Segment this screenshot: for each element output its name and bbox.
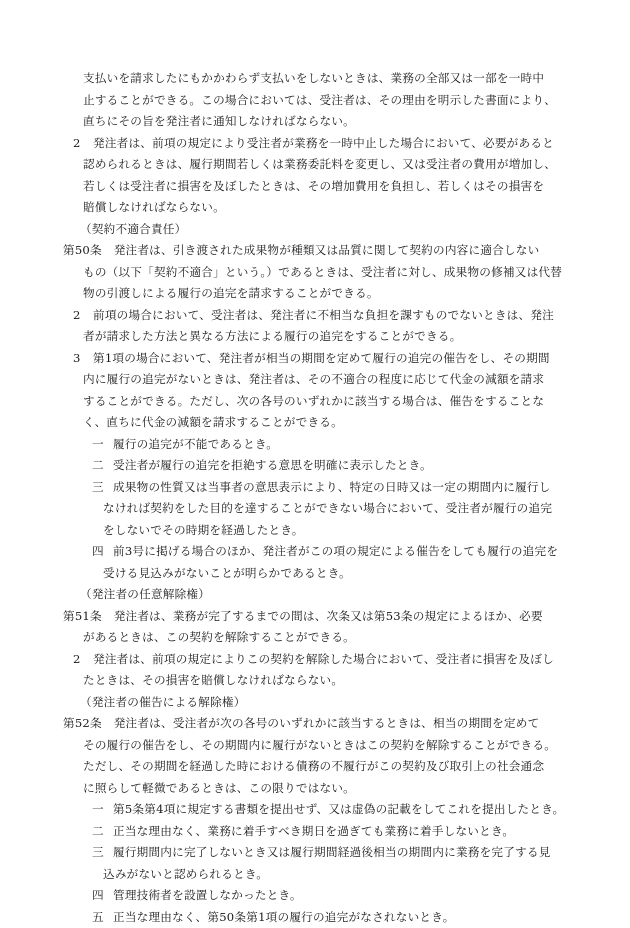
- item-line: [63, 541, 566, 563]
- line-text: もの（以下「契約不適合」という。）であるときは、受注者に対し、成果物の修補又は代替: [83, 265, 562, 279]
- item-line: [63, 907, 566, 928]
- item-continuation-line: [63, 864, 566, 886]
- line-text: することができる。ただし、次の各号のいずれかに該当する場合は、催告をすることな: [83, 394, 544, 408]
- line-text: 賠償しなければならない。: [83, 200, 225, 214]
- line-text: があるときは、この契約を解除することができる。: [83, 630, 355, 644]
- paragraph-line: [63, 348, 566, 370]
- body-continuation-line: [63, 391, 566, 413]
- line-text: たときは、その損害を賠償しなければならない。: [83, 673, 343, 687]
- line-text: 支払いを請求したにもかかわらず支払いをしないときは、業務の全部又は一部を一時中: [83, 71, 544, 85]
- line-text: ただし、その期間を経過した時における債務の不履行がこの契約及び取引上の社会通念: [83, 759, 544, 773]
- item-number-marker: 五: [92, 907, 113, 928]
- body-continuation-line: [63, 326, 566, 348]
- line-text: 管理技術者を設置しなかったとき。: [113, 888, 302, 902]
- line-text: 第50条 発注者は、引き渡された成果物が種類又は品質に関して契約の内容に適合しない: [63, 243, 539, 257]
- body-continuation-line: [63, 154, 566, 176]
- line-text: 受注者が履行の追完を拒絶する意思を明確に表示したとき。: [113, 458, 432, 472]
- article-line: [63, 240, 566, 262]
- item-number-marker: 二: [92, 821, 113, 843]
- item-line: [63, 821, 566, 843]
- body-continuation-line: [63, 369, 566, 391]
- body-continuation-line: [63, 735, 566, 757]
- line-text: （契約不適合責任）: [80, 222, 186, 236]
- line-text: 若しくは受注者に損害を及ぼしたときは、その増加費用を負担し、若しくはその損害を: [83, 179, 544, 193]
- paragraph-number-marker: 2: [73, 649, 93, 671]
- line-text: 発注者は、前項の規定により受注者が業務を一時中止した場合において、必要があると: [93, 136, 554, 150]
- line-text: 認められるときは、履行期間若しくは業務委託料を変更し、又は受注者の費用が増加し、: [83, 157, 556, 171]
- item-continuation-line: [63, 520, 566, 542]
- body-continuation-line: [63, 412, 566, 434]
- paragraph-line: [63, 305, 566, 327]
- line-text: をしないでその時期を経過したとき。: [103, 523, 304, 537]
- paragraph-number-marker: 3: [73, 348, 93, 370]
- line-text: 者が請求した方法と異なる方法による履行の追完をすることができる。: [83, 329, 461, 343]
- paragraph-number-marker: 2: [73, 305, 93, 327]
- line-text: （発注者の催告による解除権）: [80, 695, 246, 709]
- line-text: 正当な理由なく、業務に着手すべき期日を過ぎても業務に着手しないとき。: [113, 824, 514, 838]
- line-text: 込みがないと認められるとき。: [103, 867, 268, 881]
- paragraph-line: [63, 649, 566, 671]
- line-text: 第51条 発注者は、業務が完了するまでの間は、次条又は第53条の規定によるほか、必要: [63, 609, 543, 623]
- item-number-marker: 一: [92, 799, 113, 821]
- line-text: 第5条第4項に規定する書類を提出せず、又は虚偽の記載をしてこれを提出したとき。: [113, 802, 564, 816]
- item-number-marker: 二: [92, 455, 113, 477]
- item-line: [63, 455, 566, 477]
- line-text: 履行の追完が不能であるとき。: [113, 437, 278, 451]
- line-text: 物の引渡しによる履行の追完を請求することができる。: [83, 286, 379, 300]
- section-heading-line: [63, 692, 566, 714]
- line-text: 止することができる。この場合においては、受注者は、その理由を明示した書面により、: [83, 93, 556, 107]
- line-text: （発注者の任意解除権）: [80, 587, 210, 601]
- line-text: 履行期間内に完了しないとき又は履行期間経過後相当の期間内に業務を完了する見: [113, 845, 551, 859]
- item-line: [63, 842, 566, 864]
- line-text: 正当な理由なく、第50条第1項の履行の追完がなされないとき。: [113, 910, 454, 924]
- article-line: [63, 606, 566, 628]
- line-text: 発注者は、前項の規定によりこの契約を解除した場合において、受注者に損害を及ぼし: [93, 652, 554, 666]
- item-line: [63, 477, 566, 499]
- line-text: く、直ちに代金の減額を請求することができる。: [83, 415, 343, 429]
- body-continuation-line: [63, 262, 566, 284]
- body-continuation-line: [63, 111, 566, 133]
- section-heading-line: [63, 584, 566, 606]
- line-text: その履行の催告をし、その期間内に履行がないときはこの契約を解除することができる。: [83, 738, 556, 752]
- paragraph-line: [63, 133, 566, 155]
- paragraph-number-marker: 2: [73, 133, 93, 155]
- body-continuation-line: [63, 90, 566, 112]
- item-line: [63, 885, 566, 907]
- body-continuation-line: [63, 68, 566, 90]
- line-text: 成果物の性質又は当事者の意思表示により、特定の日時又は一定の期間内に履行し: [113, 480, 551, 494]
- item-number-marker: 三: [92, 842, 113, 864]
- line-text: なければ契約をした目的を達することができない場合において、受注者が履行の追完: [103, 501, 552, 515]
- body-continuation-line: [63, 778, 566, 800]
- body-continuation-line: [63, 283, 566, 305]
- body-continuation-line: [63, 670, 566, 692]
- line-text: 前3号に掲げる場合のほか、発注者がこの項の規定による催告をしても履行の追完を: [113, 544, 558, 558]
- line-text: に照らして軽微であるときは、この限りではない。: [83, 781, 355, 795]
- document-text-body: [63, 68, 566, 928]
- line-text: 内に履行の追完がないときは、発注者は、その不適合の程度に応じて代金の減額を請求: [83, 372, 544, 386]
- body-continuation-line: [63, 197, 566, 219]
- body-continuation-line: [63, 756, 566, 778]
- line-text: 第52条 発注者は、受注者が次の各号のいずれかに該当するときは、相当の期間を定めて: [63, 716, 539, 730]
- item-line: [63, 434, 566, 456]
- item-number-marker: 四: [92, 541, 113, 563]
- item-line: [63, 799, 566, 821]
- section-heading-line: [63, 219, 566, 241]
- item-number-marker: 一: [92, 434, 113, 456]
- item-continuation-line: [63, 563, 566, 585]
- body-continuation-line: [63, 627, 566, 649]
- article-line: [63, 713, 566, 735]
- item-continuation-line: [63, 498, 566, 520]
- line-text: 直ちにその旨を発注者に通知しなければならない。: [83, 114, 355, 128]
- line-text: 第1項の場合において、発注者が相当の期間を定めて履行の追完の催告をし、その期間: [93, 351, 550, 365]
- line-text: 前項の場合において、受注者は、発注者に不相当な負担を課すものでないときは、発注: [93, 308, 554, 322]
- item-number-marker: 四: [92, 885, 113, 907]
- line-text: 受ける見込みがないことが明らかであるとき。: [103, 566, 351, 580]
- item-number-marker: 三: [92, 477, 113, 499]
- body-continuation-line: [63, 176, 566, 198]
